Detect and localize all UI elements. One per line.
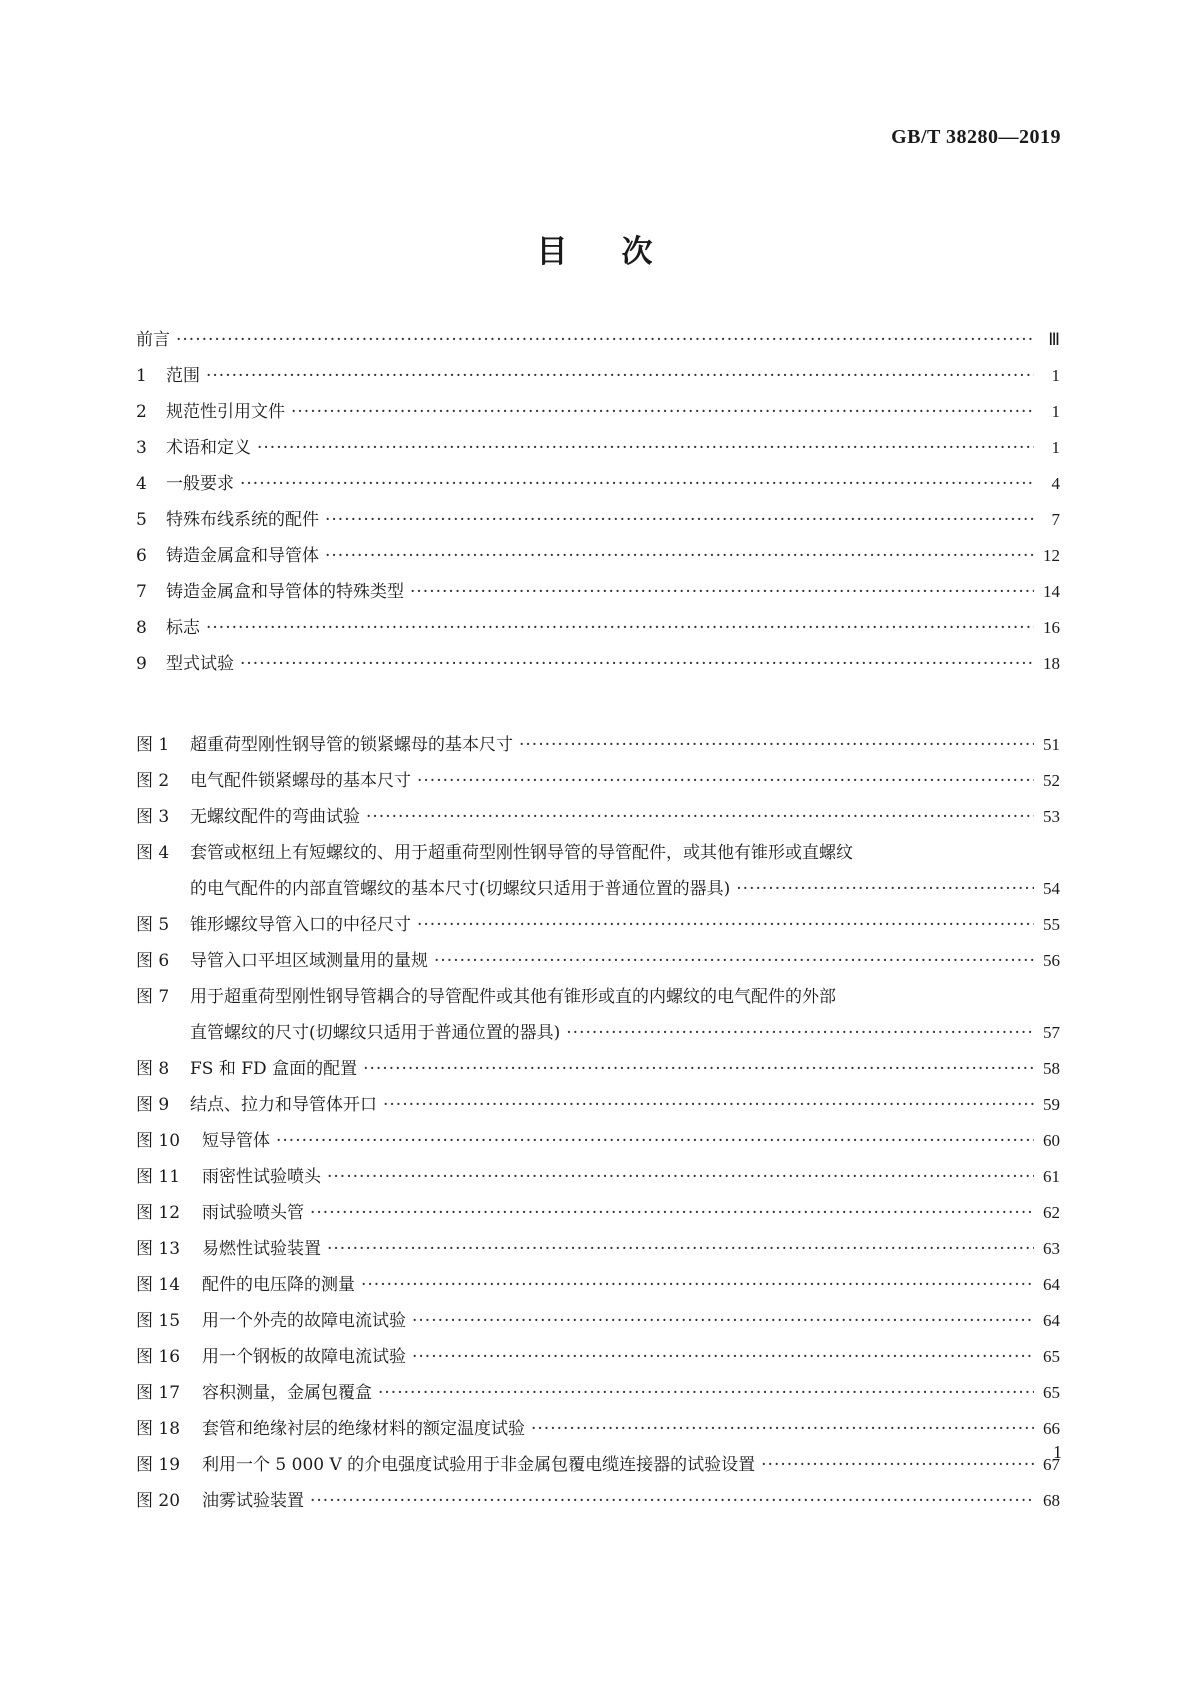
dot-leader: [240, 646, 1034, 682]
dot-leader: [736, 871, 1034, 907]
toc-entry-figure-14[interactable]: [136, 1267, 1060, 1303]
toc-entry-figure-6[interactable]: [136, 943, 1060, 979]
dot-leader: [240, 466, 1034, 502]
figure-label: 图 8: [136, 1059, 170, 1079]
dot-leader: [366, 799, 1034, 835]
toc-entry-figure-9[interactable]: [136, 1087, 1060, 1123]
toc-entry-section-8[interactable]: [136, 610, 1060, 646]
toc-entry-title: 特殊布线系统的配件: [166, 510, 319, 530]
figure-label: 图 20: [136, 1491, 181, 1511]
toc-entry-page: 66: [1043, 1419, 1060, 1438]
figure-label: 图 4: [136, 843, 170, 863]
dot-leader: [412, 1303, 1034, 1339]
toc-entry-title: 范围: [166, 366, 200, 386]
dot-leader: [410, 574, 1034, 610]
section-number: 6: [136, 546, 147, 566]
toc-entry-figure-18[interactable]: [136, 1411, 1060, 1447]
toc-entry-page: 59: [1043, 1095, 1060, 1114]
section-number: 3: [136, 438, 147, 458]
toc-entry-page: 62: [1043, 1203, 1060, 1222]
dot-leader: [383, 1087, 1034, 1123]
section-number: 4: [136, 474, 147, 494]
dot-leader: [206, 358, 1034, 394]
toc-entry-title-line1: 套管或枢纽上有短螺纹的、用于超重荷型刚性钢导管的导管配件，或其他有锥形或直螺纹: [190, 843, 853, 863]
figure-label: 图 17: [136, 1383, 181, 1403]
toc-entry-figure-12[interactable]: [136, 1195, 1060, 1231]
toc-entry-title: 术语和定义: [166, 438, 251, 458]
toc-entry-section-9[interactable]: [136, 646, 1060, 682]
dot-leader: [291, 394, 1034, 430]
figure-label: 图 14: [136, 1275, 181, 1295]
toc-entry-title: 配件的电压降的测量: [202, 1275, 355, 1295]
toc-entry-section-5[interactable]: [136, 502, 1060, 538]
section-number: 5: [136, 510, 147, 530]
toc-entry-title: 套管和绝缘衬层的绝缘材料的额定温度试验: [202, 1419, 525, 1439]
toc-entry-page: 63: [1043, 1239, 1060, 1258]
toc-entry-figure-16[interactable]: [136, 1339, 1060, 1375]
toc-entry-figure-15[interactable]: [136, 1303, 1060, 1339]
toc-entry-figure-17[interactable]: [136, 1375, 1060, 1411]
figure-label: 图 15: [136, 1311, 181, 1331]
dot-leader: [361, 1267, 1034, 1303]
figure-label: 图 13: [136, 1239, 181, 1259]
figures-list: [136, 727, 1060, 1519]
toc-entry-figure-5[interactable]: [136, 907, 1060, 943]
toc-entry-figure-8[interactable]: [136, 1051, 1060, 1087]
toc-entry-section-7[interactable]: [136, 574, 1060, 610]
figure-label: 图 3: [136, 807, 170, 827]
dot-leader: [325, 538, 1034, 574]
dot-leader: [417, 907, 1034, 943]
dot-leader: [327, 1159, 1034, 1195]
toc-entry-figure-1[interactable]: [136, 727, 1060, 763]
toc-entry-page: 60: [1043, 1131, 1060, 1150]
page-number: 1: [1053, 1442, 1062, 1462]
page-title: [0, 226, 1191, 271]
dot-leader: [378, 1375, 1034, 1411]
toc-entry-title: 一般要求: [166, 474, 234, 494]
toc-entry-page: 64: [1043, 1275, 1060, 1294]
toc-entry-figure-4[interactable]: [136, 835, 1060, 907]
toc-entry-title: 短导管体: [202, 1131, 270, 1151]
toc-entry-figure-10[interactable]: [136, 1123, 1060, 1159]
toc-entry-figure-11[interactable]: [136, 1159, 1060, 1195]
toc-entry-title: 铸造金属盒和导管体: [166, 546, 319, 566]
figure-label: 图 6: [136, 951, 170, 971]
figure-label: 图 19: [136, 1455, 181, 1475]
figure-label: 图 12: [136, 1203, 181, 1223]
toc-entry-page: 53: [1043, 807, 1060, 826]
toc-entry-page: Ⅲ: [1048, 330, 1060, 349]
figure-label: 图 18: [136, 1419, 181, 1439]
toc-entry-title: 标志: [166, 618, 200, 638]
toc-entry-page: 14: [1043, 582, 1060, 601]
dot-leader: [257, 430, 1034, 466]
toc-entry-figure-20[interactable]: [136, 1483, 1060, 1519]
page-title-part1: 目: [536, 234, 570, 270]
toc-entry-section-4[interactable]: [136, 466, 1060, 502]
toc-entry-title: 直管螺纹的尺寸(切螺纹只适用于普通位置的器具): [190, 1023, 561, 1043]
dot-leader: [325, 502, 1034, 538]
toc-entry-title: 结点、拉力和导管体开口: [190, 1095, 377, 1115]
figure-label: 图 1: [136, 735, 170, 755]
toc-entry-title: 型式试验: [166, 654, 234, 674]
dot-leader: [363, 1051, 1034, 1087]
toc-entry-title-line1: 用于超重荷型刚性钢导管耦合的导管配件或其他有锥形或直的内螺纹的电气配件的外部: [190, 987, 836, 1007]
toc-entry-section-1[interactable]: [136, 358, 1060, 394]
toc-entry-title: 用一个钢板的故障电流试验: [202, 1347, 406, 1367]
dot-leader: [176, 322, 1034, 358]
toc-entry-title: 容积测量，金属包覆盒: [202, 1383, 372, 1403]
toc-entry-title: 规范性引用文件: [166, 402, 285, 422]
toc-entry-page: 1: [1051, 366, 1060, 385]
dot-leader: [434, 943, 1034, 979]
figure-label: 图 5: [136, 915, 170, 935]
dot-leader: [761, 1447, 1034, 1483]
toc-entry-page: 12: [1043, 546, 1060, 565]
dot-leader: [531, 1411, 1034, 1447]
section-number: 1: [136, 366, 147, 386]
figure-label: 图 11: [136, 1167, 181, 1187]
toc-entry-page: 68: [1043, 1491, 1060, 1510]
figure-label: 图 10: [136, 1131, 181, 1151]
toc-entry-title: 导管入口平坦区域测量用的量规: [190, 951, 428, 971]
dot-leader: [519, 727, 1034, 763]
toc-entry-figure-19[interactable]: [136, 1447, 1060, 1483]
toc-entry-page: 57: [1043, 1023, 1060, 1042]
toc-entry-page: 4: [1051, 474, 1060, 493]
toc-entry-page: 55: [1043, 915, 1060, 934]
figure-label: 图 16: [136, 1347, 181, 1367]
dot-leader: [206, 610, 1034, 646]
toc-entry-page: 61: [1043, 1167, 1060, 1186]
toc-entry-page: 1: [1051, 402, 1060, 421]
toc-entry-page: 58: [1043, 1059, 1060, 1078]
toc-entry-page: 51: [1043, 735, 1060, 754]
toc-entry-page: 54: [1043, 879, 1060, 898]
toc-entry-page: 67: [1043, 1455, 1060, 1474]
toc-entry-page: 64: [1043, 1311, 1060, 1330]
dot-leader: [566, 1015, 1034, 1051]
toc-entry-page: 7: [1051, 510, 1060, 529]
figure-label: 图 2: [136, 771, 170, 791]
figure-label: 图 9: [136, 1095, 170, 1115]
toc-entry-title: 用一个外壳的故障电流试验: [202, 1311, 406, 1331]
toc-entry-figure-3[interactable]: [136, 799, 1060, 835]
section-number: 9: [136, 654, 147, 674]
toc-entry-title: 利用一个 5 000 V 的介电强度试验用于非金属包覆电缆连接器的试验设置: [202, 1455, 756, 1475]
figure-label: 图 7: [136, 987, 170, 1007]
dot-leader: [412, 1339, 1034, 1375]
standard-code: GB/T 38280—2019: [891, 126, 1061, 148]
toc-entry-foreword[interactable]: [136, 322, 1060, 358]
toc-entry-page: 65: [1043, 1383, 1060, 1402]
dot-leader: [417, 763, 1034, 799]
toc-entry-page: 52: [1043, 771, 1060, 790]
section-number: 2: [136, 402, 147, 422]
toc-entry-page: 65: [1043, 1347, 1060, 1366]
toc-entry-title: 超重荷型刚性钢导管的锁紧螺母的基本尺寸: [190, 735, 513, 755]
dot-leader: [276, 1123, 1034, 1159]
toc-entry-title: 雨密性试验喷头: [202, 1167, 321, 1187]
toc-entry-title: FS 和 FD 盒面的配置: [190, 1059, 358, 1079]
section-number: 8: [136, 618, 147, 638]
dot-leader: [310, 1483, 1034, 1519]
toc-entry-title: 电气配件锁紧螺母的基本尺寸: [190, 771, 411, 791]
toc-entry-page: 16: [1043, 618, 1060, 637]
toc-entry-page: 1: [1051, 438, 1060, 457]
toc-entry-title: 油雾试验装置: [202, 1491, 304, 1511]
dot-leader: [327, 1231, 1034, 1267]
toc-entry-figure-2[interactable]: [136, 763, 1060, 799]
toc-entry-title: 锥形螺纹导管入口的中径尺寸: [190, 915, 411, 935]
sections-list: [136, 322, 1060, 682]
toc-entry-figure-13[interactable]: [136, 1231, 1060, 1267]
toc-entry-title: 的电气配件的内部直管螺纹的基本尺寸(切螺纹只适用于普通位置的器具): [190, 879, 731, 899]
page-title-part2: 次: [621, 234, 655, 270]
toc-entry-title: 前言: [136, 330, 170, 350]
dot-leader: [310, 1195, 1034, 1231]
section-number: 7: [136, 582, 147, 602]
toc-entry-title: 铸造金属盒和导管体的特殊类型: [166, 582, 404, 602]
toc-entry-section-6[interactable]: [136, 538, 1060, 574]
toc-entry-page: 18: [1043, 654, 1060, 673]
toc-entry-title: 雨试验喷头管: [202, 1203, 304, 1223]
toc-entry-section-2[interactable]: [136, 394, 1060, 430]
toc-entry-figure-7[interactable]: [136, 979, 1060, 1051]
toc-entry-title: 易燃性试验装置: [202, 1239, 321, 1259]
toc-entry-section-3[interactable]: [136, 430, 1060, 466]
toc-entry-page: 56: [1043, 951, 1060, 970]
toc-entry-title: 无螺纹配件的弯曲试验: [190, 807, 360, 827]
